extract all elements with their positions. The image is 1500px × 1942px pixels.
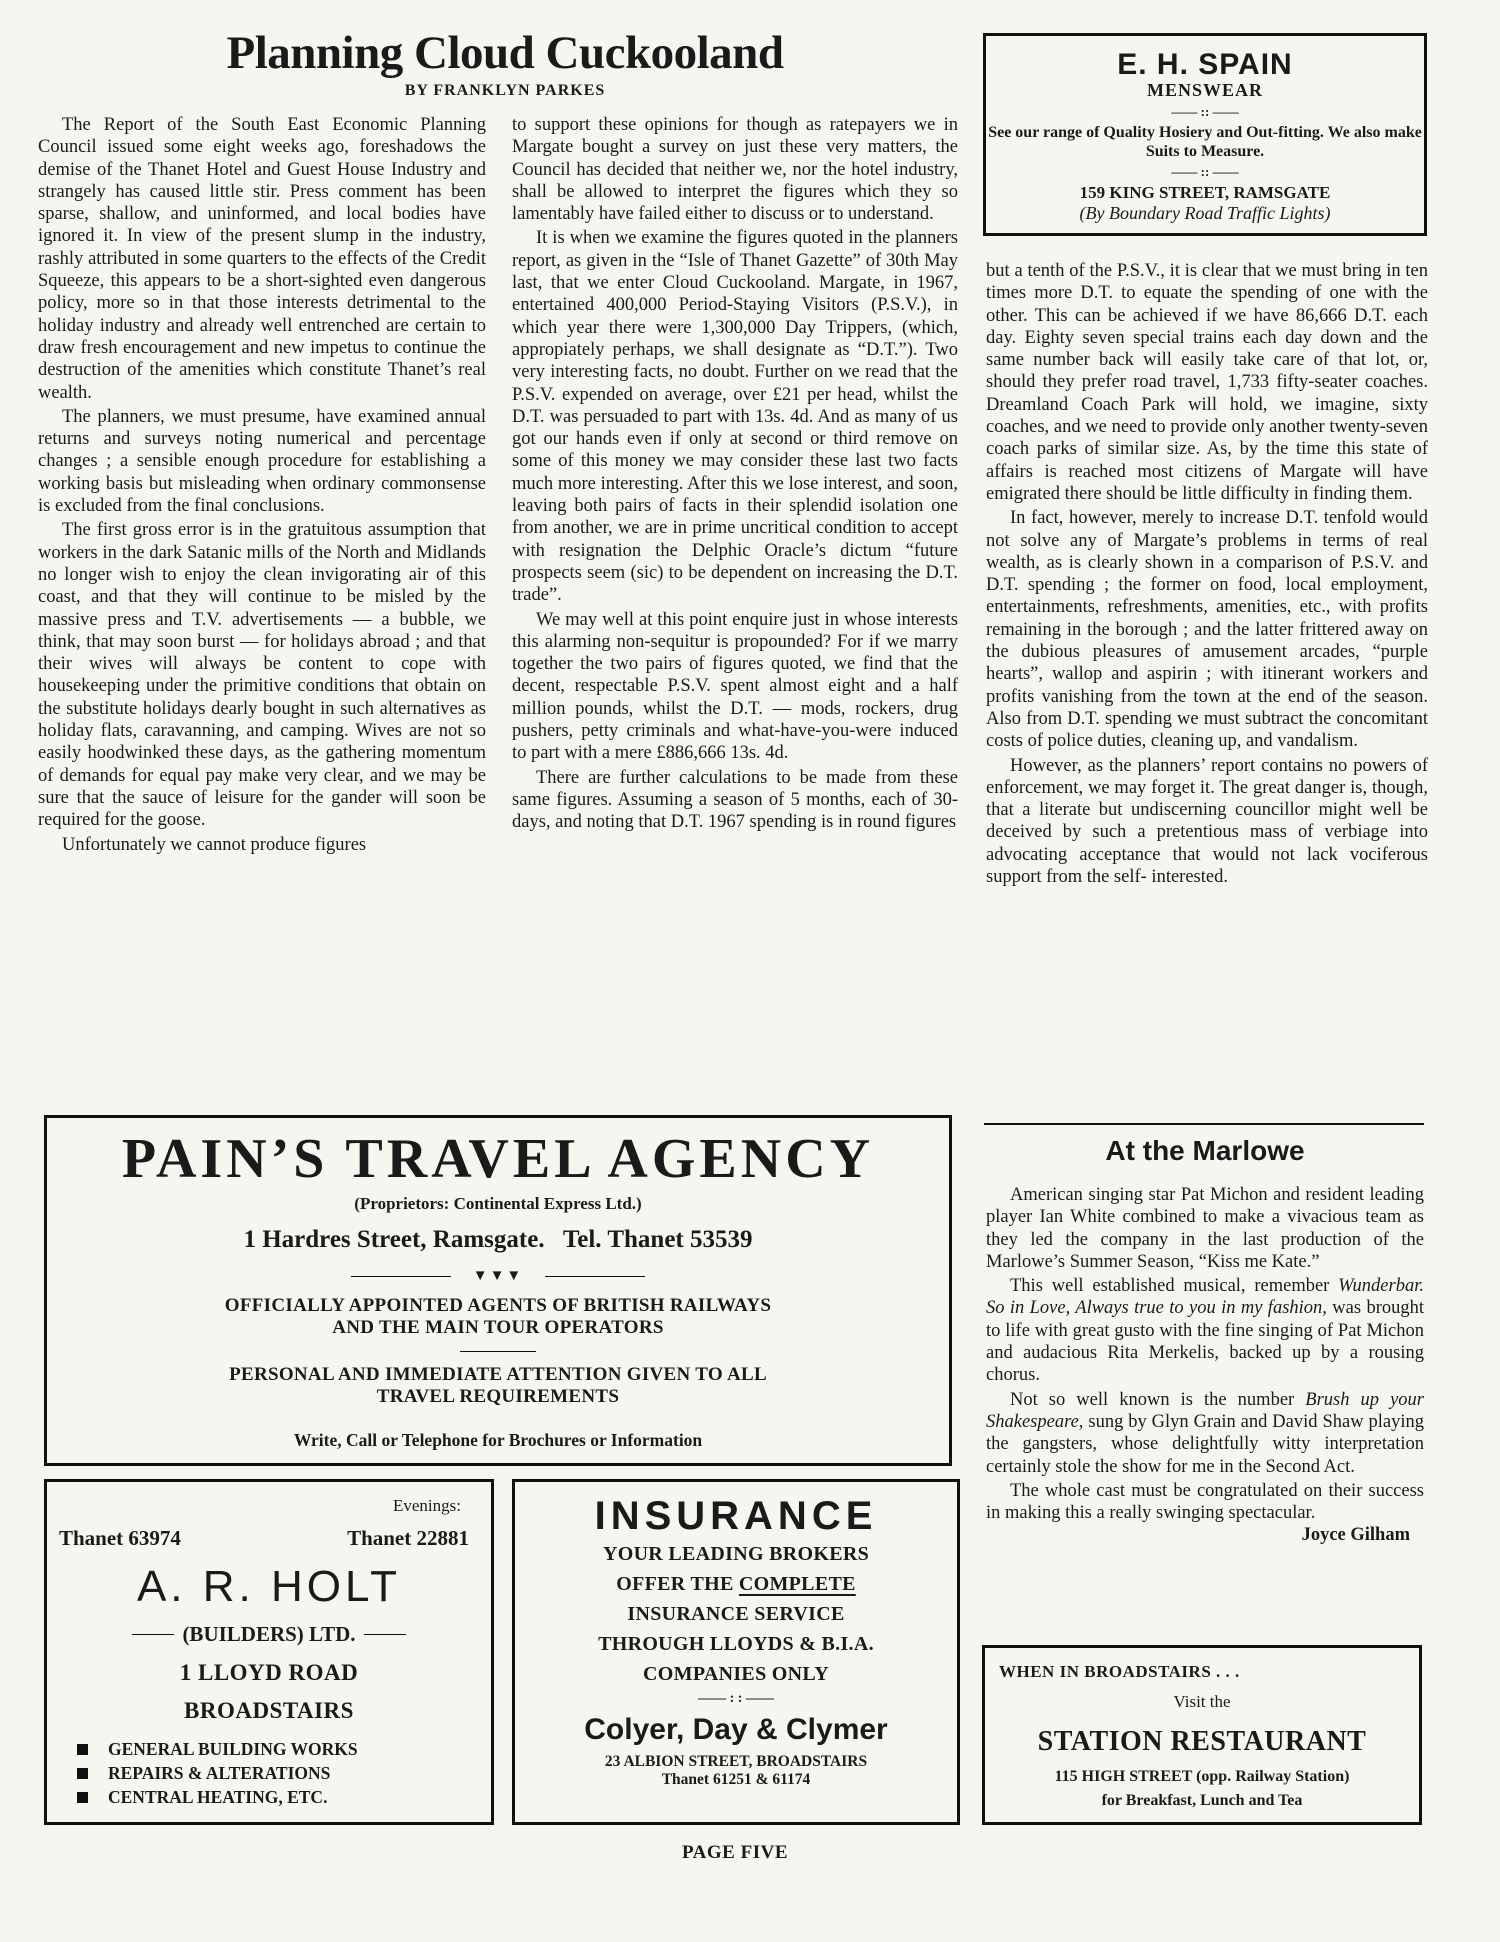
ad-address: 23 ALBION STREET, BROADSTAIRS (604, 1753, 868, 1770)
review-paragraph: This well established musical, remember Wunderbar. So in Love, Always true to you in my fashion, was brought to life with great gusto with the fine singing of Pat Michon and audacious Rita Merkelis, backed up by a rousing chorus. (986, 1276, 1424, 1386)
article-paragraph: The first gross error is in the gratuitous assumption that workers in the dark Satanic mills of the North and Midlands no longer wish to enjoy the clean invigorating air of this coast, and that they will continue to be misled by the massive press and T.V. advertisements — a bubble, we think, that may soon burst — for holidays abroad ; and that their wives will always be content to cope with housekeeping under the primitive conditions that obtain on the substitute holidays dearly bought in such alternatives as holiday flats, caravanning, and camping. Wives are not so easily hoodwinked these days, as the gathering momentum of demands for equal pay make very clear, and we may be sure that the sauce of leisure for the gander will soon be required for the goose. (38, 520, 486, 831)
ad-intro: WHEN IN BROADSTAIRS . . . (999, 1662, 1240, 1681)
ad-directions: (By Boundary Road Traffic Lights) (1079, 203, 1331, 223)
square-bullet-icon (77, 1768, 88, 1779)
ad-business-name: E. H. SPAIN (1117, 48, 1293, 81)
insurance-ad (512, 1479, 960, 1825)
ad-heading: INSURANCE (594, 1494, 878, 1538)
article-paragraph: but a tenth of the P.S.V., it is clear that we must bring in ten times more D.T. to equate the spending of one with the other. This can be achieved if we have 86,666 D.T. each day. Eighty seven special trains each day down and the same number back will easily take care of that lot, or, should they prefer road travel, 1,733 fifty-seater coaches. Dreamland Coach Park will hold, we imagine, sixty coaches, and we need to provide only another twenty-seven coach parks of similar size. As, by the time this state of affairs is reached most citizens of Margate will have emigrated there should be little difficulty in finding them. (986, 261, 1428, 504)
review-paragraph: American singing star Pat Michon and resident leading player Ian White combined to make a vivacious team as they led the company in the last production of the Marlowe’s Summer Season, “Kiss me Kate.” (986, 1185, 1424, 1272)
section-rule (984, 1123, 1424, 1125)
ad-town: BROADSTAIRS (184, 1698, 354, 1723)
ad-line: OFFER THE COMPLETE (616, 1573, 856, 1595)
review-paragraph: Not so well known is the number Brush up your Shakespeare, sung by Glyn Grain and David Shaw playing the gangsters, whose delightfully witty interpretation certainly stole the show for me in the Second Act. (986, 1389, 1424, 1477)
dash-line (132, 1634, 174, 1635)
article-paragraph: to support these opinions for though as ratepayers we in Margate bought a survey on just these very matters, the Council has decided that neither we, nor the hotel industry, shall be allowed to interpret the figures which they so lamentably have failed either to discuss or to understand. (512, 115, 958, 225)
ad-separator: —— : : —— (698, 1691, 774, 1706)
article-column-3 (986, 260, 1428, 888)
ad-proprietors: (Proprietors: Continental Express Ltd.) (354, 1194, 642, 1213)
list-item: CENTRAL HEATING, ETC. (77, 1785, 358, 1809)
marlowe-title: At the Marlowe (1105, 1135, 1305, 1166)
article-paragraph: We may well at this point enquire just in whose interests this alarming non-sequitur is propounded? For if we marry together the two pairs of figures quoted, we find that the decent, respectable P.S.V. spent almost eight and a half million pounds, whilst the D.T. — mods, rockers, drug pushers, petty criminals and what-have-you-were induced to part with a mere £886,666 13s. 4d. (512, 609, 958, 764)
evenings-label: Evenings: (393, 1496, 461, 1515)
ad-separator: —— :: —— (1171, 164, 1239, 179)
ad-brochures-line: Write, Call or Telephone for Brochures or Information (293, 1430, 703, 1450)
ad-meals: for Breakfast, Lunch and Tea (1101, 1792, 1303, 1809)
song-title: Brush up your Shakespeare, (986, 1389, 1424, 1432)
ad-business-name: Colyer, Day & Clymer (584, 1713, 888, 1746)
ad-address: 115 HIGH STREET (opp. Railway Station) (1054, 1768, 1350, 1785)
article-paragraph: Unfortunately we cannot produce figures (62, 834, 367, 855)
ad-rule (460, 1351, 536, 1352)
ad-agents-line: OFFICIALLY APPOINTED AGENTS OF BRITISH RAILWAYS AND THE MAIN TOUR OPERATORS (224, 1295, 772, 1338)
ad-business-name: A. R. HOLT (136, 1562, 402, 1611)
ad-body: See our range of Quality Hosiery and Out-fitting. We also make Suits to Measure. (988, 124, 1422, 160)
ad-address: 159 KING STREET, RAMSGATE (1079, 183, 1331, 202)
phone-day: Thanet 63974 (59, 1526, 181, 1550)
article-paragraph: The Report of the South East Economic Planning Council issued some eight weeks ago, foreshadows the demise of the Thanet Hotel and Guest House Industry and strangely has caused little stir. Press comment has been sparse, shallow, and uninformed, and local bodies have ignored it. In view of the present slump in the industry, rashly attributed in some quarters to the effects of the Credit Squeeze, this appears to be a short-sighted even dangerous policy, more so in that those interests detrimental to the holiday industry and already well entrenched are certain to draw fresh encouragement and new impetus to continue the destruction of the amenities which constitute Thanet’s real wealth. (38, 115, 486, 403)
page-number: PAGE FIVE (681, 1842, 788, 1863)
services-list (77, 1737, 358, 1809)
article-paragraph: There are further calculations to be made from these same figures. Assuming a season of 5 months, each of 30-days, and noting that D.T. 1967 spending is in round figures (512, 767, 958, 833)
article-paragraph: The planners, we must presume, have examined annual returns and surveys noting numerical and percentage changes ; a sensible enough procedure for establishing a working basis but misleading when ordinary commonsense is excluded from the final conclusions. (38, 406, 486, 517)
ad-divider (47, 1268, 949, 1285)
article-title: Planning Cloud Cuckooland (226, 27, 784, 79)
ad-subtitle: MENSWEAR (1146, 80, 1263, 100)
ad-telephone: Thanet 61251 & 61174 (661, 1771, 811, 1788)
phone-evening: Thanet 22881 (347, 1526, 469, 1550)
holt-builders-ad (44, 1479, 494, 1825)
square-bullet-icon (77, 1744, 88, 1755)
article-column-1 (38, 114, 486, 856)
ad-street: 1 LLOYD ROAD (179, 1660, 359, 1685)
ad-address: 1 Hardres Street, Ramsgate. Tel. Thanet 53539 (243, 1226, 753, 1253)
review-signature: Joyce Gilham (1301, 1525, 1410, 1546)
station-restaurant-ad (982, 1645, 1422, 1825)
ad-line: COMPANIES ONLY (643, 1663, 829, 1685)
article-paragraph: In fact, however, merely to increase D.T. tenfold would not solve any of Margate’s problems in terms of real wealth, as is clearly shown in a comparison of P.S.V. and D.T. spending ; the former on food, local employment, entertainments, refreshments, amenities, etc., with profits remaining in the borough ; and the latter frittered away on the dubious pleasures of amusement arcades, “purple hearts”, wallop and aspirin ; with itinerant workers and profits vanishing from the town at the end of the season. Also from D.T. spending we must subtract the concomitant costs of police duties, cleaning up, and vandalism. (986, 508, 1428, 752)
dash-line (364, 1634, 406, 1635)
ad-business-name: PAIN’S TRAVEL AGENCY (121, 1128, 875, 1190)
ad-ltd: (BUILDERS) LTD. (182, 1622, 356, 1646)
article-paragraph: However, as the planners’ report contains no powers of enforcement, we may forget it. The great danger is, though, that a literate but undiscerning councillor might well be deceived by such a pretentious mass of verbiage into advocating acceptance that would not lack vociferous support from the self- interested. (986, 755, 1428, 888)
triangle-icons: ▼▼▼ (472, 1268, 524, 1284)
ad-attention-line: PERSONAL AND IMMEDIATE ATTENTION GIVEN TO ALL TRAVEL REQUIREMENTS (229, 1364, 767, 1407)
ad-visit: Visit the (1173, 1692, 1231, 1711)
marlowe-review (986, 1184, 1424, 1547)
list-item: GENERAL BUILDING WORKS (77, 1737, 358, 1761)
article-paragraph: It is when we examine the figures quoted in the planners report, as given in the “Isle of Thanet Gazette” of 30th May last, that we enter Cloud Cuckooland. Margate, in 1967, entertained 400,000 Period-Staying Visitors (P.S.V.), in which year there were 1,300,000 Day Trippers, (which, appropiately perhaps, we shall designate as “D.T.”). Two very interesting facts, no doubt. Further on we read that the P.S.V. expended on average, over £21 per head, whilst the D.T. was persuaded to part with 13s. 4d. And as many of us got our hands even if only at second or third remove on some of this money we may consider these last two facts much more interesting. After this we lose interest, and soon, leaving both pairs of facts in their splendid isolation one from another, we are in prime uncritical condition to accept with resignation the Delphic Oracle’s dictum “future prospects seem (sic) to be dependent on increasing the D.T. trade”. (512, 228, 958, 606)
ad-ltd-line (47, 1622, 491, 1647)
spain-menswear-ad (983, 33, 1427, 236)
square-bullet-icon (77, 1792, 88, 1803)
ad-line: THROUGH LLOYDS & B.I.A. (598, 1633, 874, 1655)
divider-line (351, 1276, 451, 1277)
ad-line: INSURANCE SERVICE (627, 1603, 845, 1625)
list-item: REPAIRS & ALTERATIONS (77, 1761, 358, 1785)
review-paragraph: The whole cast must be congratulated on their success in making this a really swinging spectacular. Joyce Gilham (986, 1480, 1424, 1546)
song-titles: Wunderbar. So in Love, Always true to you in my fashion, (986, 1276, 1424, 1319)
article-byline: BY FRANKLYN PARKES (404, 82, 606, 99)
ad-separator: —— :: —— (1171, 104, 1239, 119)
underlined-word: COMPLETE (738, 1573, 856, 1595)
ad-business-name: STATION RESTAURANT (1037, 1726, 1367, 1757)
article-column-2 (512, 114, 958, 834)
divider-line (545, 1276, 645, 1277)
ad-line: YOUR LEADING BROKERS (602, 1543, 870, 1565)
pains-travel-agency-ad (44, 1115, 952, 1466)
